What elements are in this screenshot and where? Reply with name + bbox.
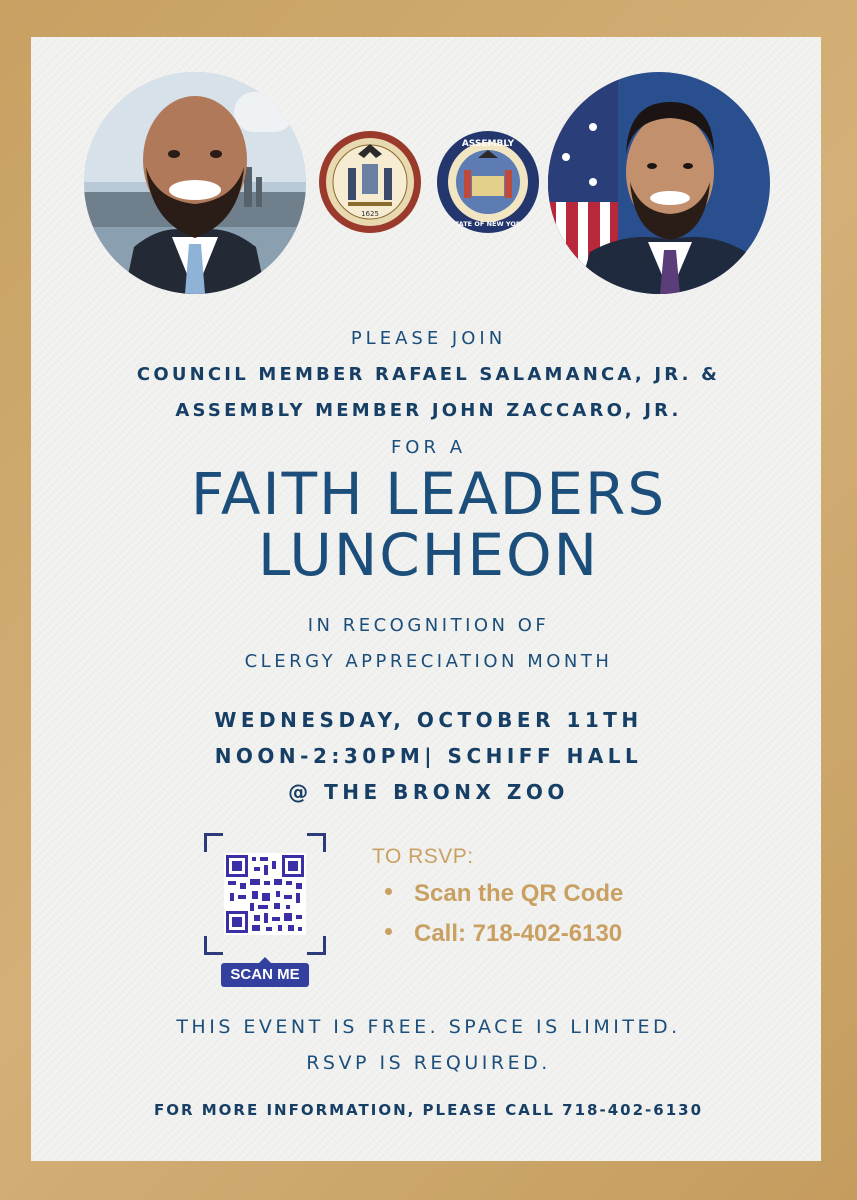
recognition-line2: CLERGY APPRECIATION MONTH (244, 651, 613, 672)
qr-code-frame[interactable] (204, 833, 326, 955)
more-info-contact: FOR MORE INFORMATION, PLEASE CALL 718-402-6130 (153, 1101, 704, 1119)
event-title-line2: LUNCHEON (257, 521, 600, 589)
qr-corner-bottom-right (307, 936, 326, 955)
event-time-place: NOON-2:30PM| SCHIFF HALL (214, 744, 643, 768)
please-join-text: PLEASE JOIN (350, 328, 507, 349)
portrait-council-member (84, 72, 306, 294)
rsvp-heading: TO RSVP: (372, 845, 474, 868)
event-date: WEDNESDAY, OCTOBER 11TH (214, 708, 643, 732)
bullet-icon (385, 888, 392, 895)
qr-corner-bottom-left (204, 936, 223, 955)
rsvp-item-call[interactable] (385, 920, 622, 948)
event-venue: @ THE BRONX ZOO (288, 780, 569, 804)
city-council-seal (318, 130, 422, 234)
portrait-assembly-member (548, 72, 770, 294)
free-event-notice: THIS EVENT IS FREE. SPACE IS LIMITED. (176, 1016, 681, 1038)
host-assembly-member: ASSEMBLY MEMBER JOHN ZACCARO, JR. (175, 400, 682, 421)
rsvp-item-scan (385, 880, 623, 908)
bullet-icon (385, 928, 392, 935)
rsvp-item-scan-text: Scan the QR Code (414, 880, 624, 907)
assembly-seal-title: ASSEMBLY (461, 139, 515, 149)
recognition-line1: IN RECOGNITION OF (307, 615, 550, 636)
qr-corner-top-right (307, 833, 326, 852)
rsvp-required-notice: RSVP IS REQUIRED. (306, 1052, 551, 1074)
city-seal-year: 1625 (361, 210, 379, 218)
qr-code-icon[interactable] (224, 853, 306, 935)
state-assembly-seal (436, 130, 540, 234)
event-title-line1: FAITH LEADERS (190, 460, 667, 528)
host-council-member: COUNCIL MEMBER RAFAEL SALAMANCA, JR. & (136, 364, 721, 385)
assembly-seal-subtitle: STATE OF NEW YORK (450, 220, 526, 228)
qr-corner-top-left (204, 833, 223, 852)
for-a-text: FOR A (390, 437, 467, 458)
rsvp-item-call-text[interactable]: Call: 718-402-6130 (414, 920, 623, 947)
scan-me-label: SCAN ME (221, 963, 309, 987)
